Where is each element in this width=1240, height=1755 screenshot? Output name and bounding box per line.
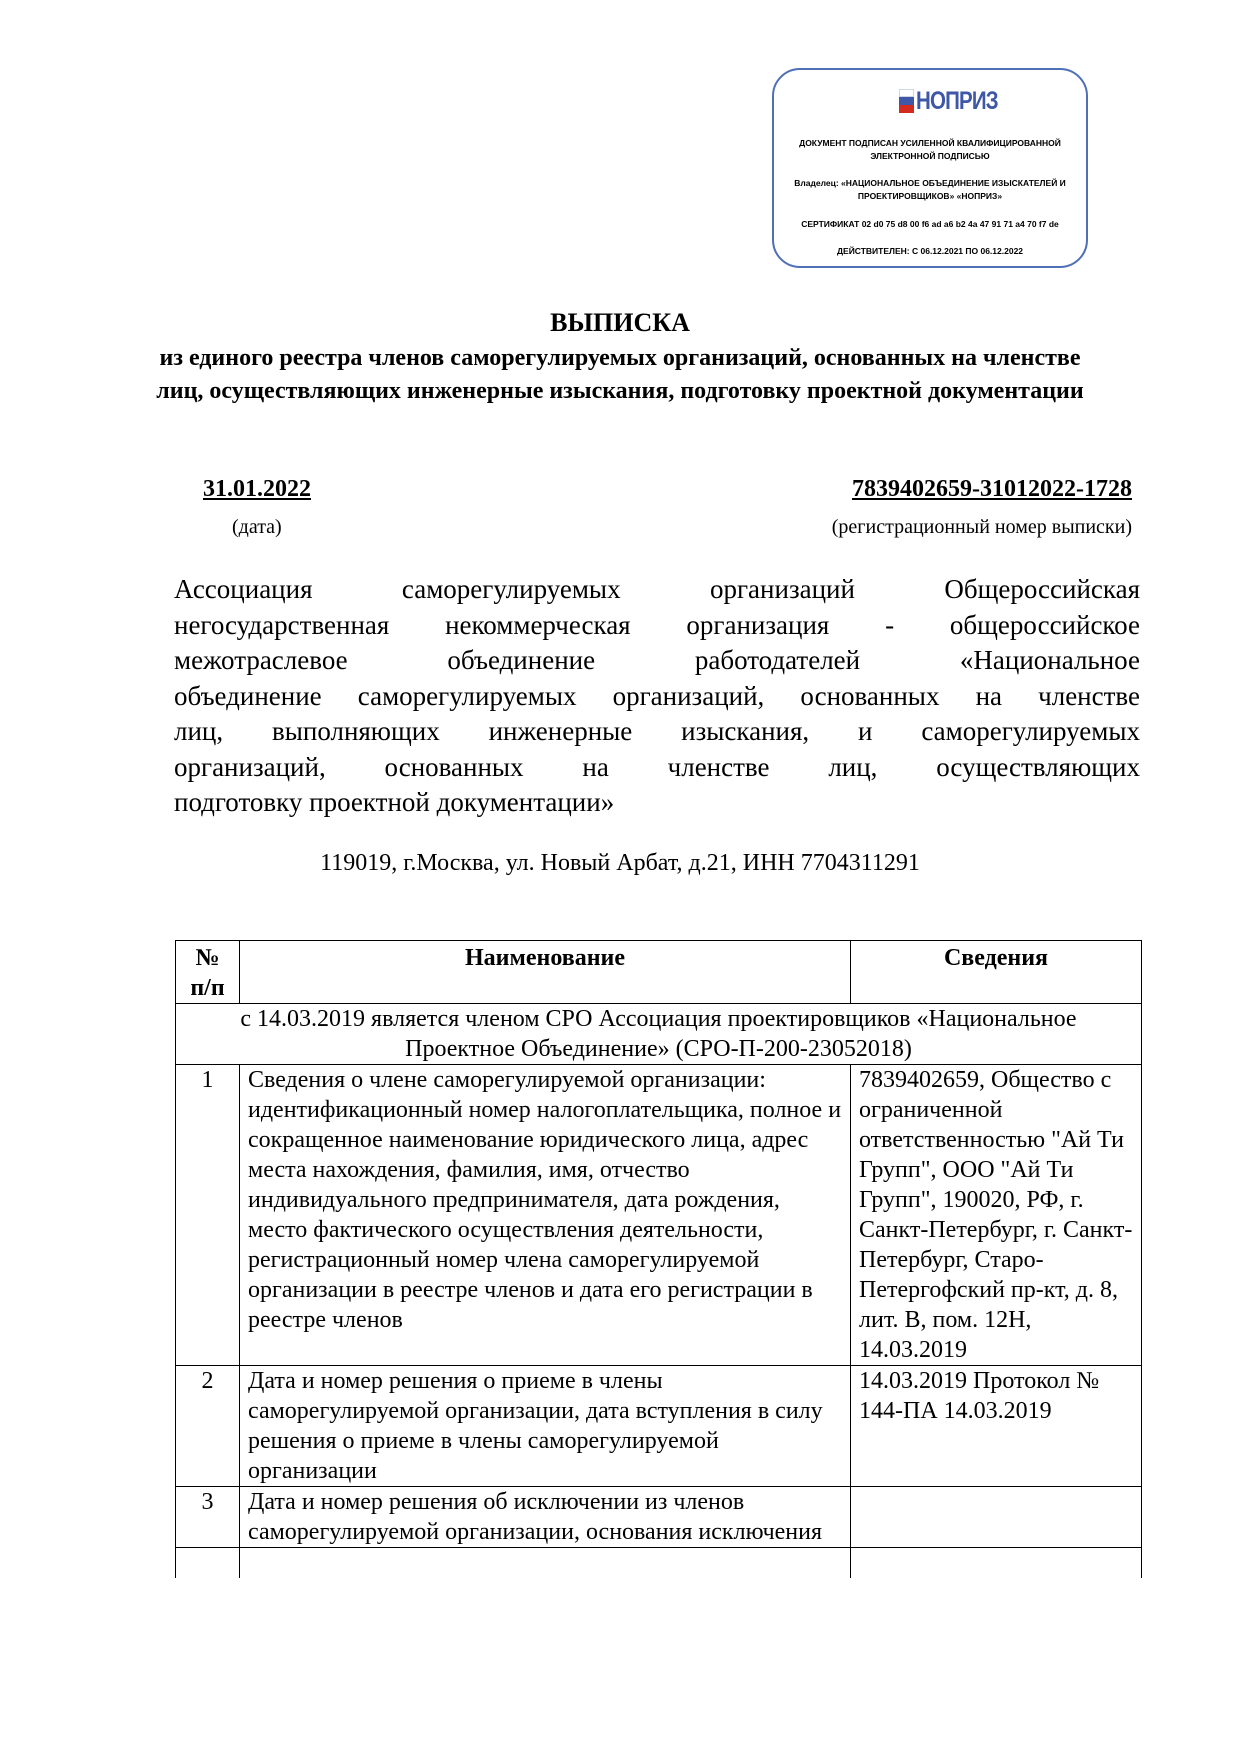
flag-stripe-blue (899, 97, 914, 105)
flag-stripe-white (899, 89, 914, 97)
row-number: 1 (176, 1065, 240, 1366)
table-row (176, 1065, 1142, 1366)
electronic-signature-stamp (772, 68, 1088, 268)
table-row (176, 1366, 1142, 1487)
organization-address: 119019, г.Москва, ул. Новый Арбат, д.21, ИНН 7704311291 (320, 850, 920, 876)
stamp-validity: ДЕЙСТВИТЕЛЕН: С 06.12.2021 ПО 06.12.2022 (836, 246, 1024, 256)
row-number: 2 (176, 1366, 240, 1487)
org-line: негосударственная некоммерческая организация - общероссийское (174, 609, 1140, 640)
org-line: объединение саморегулируемых организаций, основанных на членстве (174, 680, 1140, 711)
extract-date: 31.01.2022 (203, 476, 311, 502)
flag-icon (899, 89, 914, 113)
stamp-signed-line: ДОКУМЕНТ ПОДПИСАН УСИЛЕННОЙ КВАЛИФИЦИРОВАННОЙ (799, 138, 1061, 148)
header-info: Сведения (851, 941, 1142, 1004)
empty-cell (240, 1548, 851, 1579)
stamp-certificate: СЕРТИФИКАТ 02 d0 75 d8 00 f6 ad a6 b2 4a 47 91 71 a4 70 f7 de (801, 219, 1059, 229)
extract-date-caption: (дата) (232, 516, 282, 538)
logo-text: НОПРИЗ (916, 86, 998, 115)
header-name: Наименование (240, 941, 851, 1004)
table-header-row (176, 941, 1142, 1004)
table-row-continued (176, 1548, 1142, 1579)
document-title: ВЫПИСКА (550, 308, 690, 337)
org-line: подготовку проектной документации» (174, 787, 615, 817)
extract-reg-number: 7839402659-31012022-1728 (852, 476, 1132, 502)
row-info: 14.03.2019 Протокол № 144-ПА 14.03.2019 (851, 1366, 1142, 1487)
stamp-owner-line-2: ПРОЕКТИРОВЩИКОВ» «НОПРИЗ» (857, 191, 1003, 201)
row-name: Дата и номер решения об исключении из членов саморегулируемой организации, основания исключения (240, 1487, 851, 1548)
row-info (851, 1487, 1142, 1548)
document-subtitle: из единого реестра членов саморегулируемых организаций, основанных на членстве лиц, осуществляющих инженерные изыскания, подготовку проектной документации (156, 345, 1084, 404)
table-row (176, 1487, 1142, 1548)
row-number: 3 (176, 1487, 240, 1548)
row-name: Сведения о члене саморегулируемой организации: идентификационный номер налогоплательщика, полное и сокращенное наименование юридического лица, адрес места нахождения, фамилия, имя, отчество индивидуального предпринимателя, дата рождения, место фактического осуществления деятельности, регистрационный номер члена саморегулируемой организации в реестре членов и дата его регистрации в реестре членов (240, 1065, 851, 1366)
membership-row (176, 1004, 1142, 1065)
nopriz-logo (899, 86, 1016, 116)
empty-cell (851, 1548, 1142, 1579)
row-info: 7839402659, Общество с ограниченной ответственностью "Ай Ти Групп", ООО "Ай Ти Групп", 190020, РФ, г. Санкт-Петербург, г. Санкт-Петербург, Старо-Петергофский пр-кт, д. 8, лит. В, пом. 12Н, 14.03.2019 (851, 1065, 1142, 1366)
empty-cell (176, 1548, 240, 1579)
registry-table (175, 940, 1142, 1578)
header-num: № п/п (176, 941, 240, 1004)
row-name: Дата и номер решения о приеме в члены саморегулируемой организации, дата вступления в силу решения о приеме в члены саморегулируемой организации (240, 1366, 851, 1487)
issuing-organization (174, 572, 1140, 821)
membership-status: с 14.03.2019 является членом СРО Ассоциация проектировщиков «Национальное Проектное Объединение» (СРО-П-200-23052018) (176, 1004, 1142, 1065)
org-line: межотраслевое объединение работодателей «Национальное (174, 645, 1140, 675)
org-line: организаций, основанных на членстве лиц, осуществляющих (174, 751, 1140, 782)
flag-stripe-red (899, 105, 914, 113)
org-line: Ассоциация саморегулируемых организаций Общероссийская (174, 574, 1140, 604)
stamp-owner-line: Владелец: «НАЦИОНАЛЬНОЕ ОБЪЕДИНЕНИЕ ИЗЫСКАТЕЛЕЙ И (794, 178, 1066, 188)
stamp-signed-line-2: ЭЛЕКТРОННОЙ ПОДПИСЬЮ (870, 151, 990, 161)
org-line: лиц, выполняющих инженерные изыскания, и саморегулируемых (174, 716, 1140, 746)
extract-reg-number-caption: (регистрационный номер выписки) (831, 516, 1132, 538)
